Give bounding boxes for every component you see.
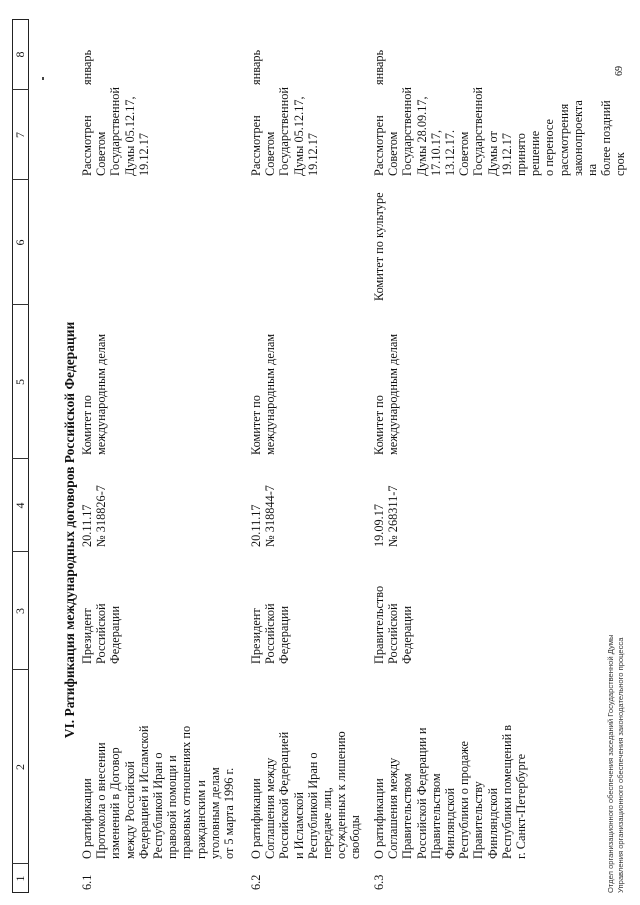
- planned-month: январь: [249, 49, 263, 85]
- registration: 20.11.17 № 318826-7: [80, 485, 109, 547]
- planned-month: январь: [372, 49, 386, 85]
- bill-title: О ратификации Протокола о внесении изменений в Договор между Российской Федерацией и Исламской Республикой Иран о правовой помощи и правовых отношениях по гражданским и уголовным делам от 5 марта 1996 г.: [80, 725, 237, 859]
- column-number-2: 2: [13, 764, 27, 770]
- footer-department: Отдел организационного обеспечения заседаний Государственной Думы: [606, 634, 615, 893]
- scan-speck: [42, 77, 44, 80]
- registration: 19.09.17 № 268311-7: [372, 485, 401, 547]
- responsible-committee: Комитет по международным делам: [80, 333, 109, 455]
- bill-title: О ратификации Соглашения между Правительством Российской Федерации и Правительством Финляндской Республики о продаже Правительству Финляндской Республики помещений в г. Санкт-Петербурге: [372, 724, 529, 859]
- footer-directorate: Управления организационного обеспечения законодательного процесса: [616, 637, 625, 893]
- row-number: 6.3: [372, 874, 386, 890]
- section-title: VI. Ратификация международных договоров Российской Федерации: [62, 321, 77, 739]
- row-number: 6.2: [249, 874, 263, 890]
- initiator: Президент Российской Федерации: [249, 603, 292, 664]
- status: Рассмотрен Советом Государственной Думы 28.09.17, 17.10.17, 13.12.17. Советом Государственной Думы от 19.12.17 принято решение о переносе рассмотрения законопроекта на более поздний срок: [372, 87, 628, 176]
- column-number-4: 4: [13, 502, 27, 509]
- column-number-5: 5: [13, 379, 27, 385]
- column-number-1: 1: [13, 875, 27, 882]
- column-number-8: 8: [13, 51, 27, 58]
- registration: 20.11.17 № 318844-7: [249, 485, 278, 547]
- column-number-3: 3: [13, 608, 27, 614]
- responsible-committee: Комитет по международным делам: [249, 333, 278, 455]
- initiator: Правительство Российской Федерации: [372, 585, 415, 664]
- status: Рассмотрен Советом Государственной Думы 05.12.17, 19.12.17: [80, 87, 151, 176]
- initiator: Президент Российской Федерации: [80, 603, 123, 664]
- column-number-6: 6: [13, 239, 27, 246]
- bill-title: О ратификации Соглашения между Российской Федерацией и Исламской Республикой Иран о передаче лиц, осужденных к лишению свободы: [249, 731, 363, 859]
- page-number: 69: [614, 66, 625, 76]
- status: Рассмотрен Советом Государственной Думы 05.12.17, 19.12.17: [249, 87, 320, 176]
- responsible-committee: Комитет по международным делам: [372, 333, 401, 455]
- row-number: 6.1: [80, 874, 94, 890]
- column-number-7: 7: [13, 132, 27, 138]
- co-committee: Комитет по культуре: [372, 192, 386, 301]
- planned-month: январь: [80, 49, 94, 85]
